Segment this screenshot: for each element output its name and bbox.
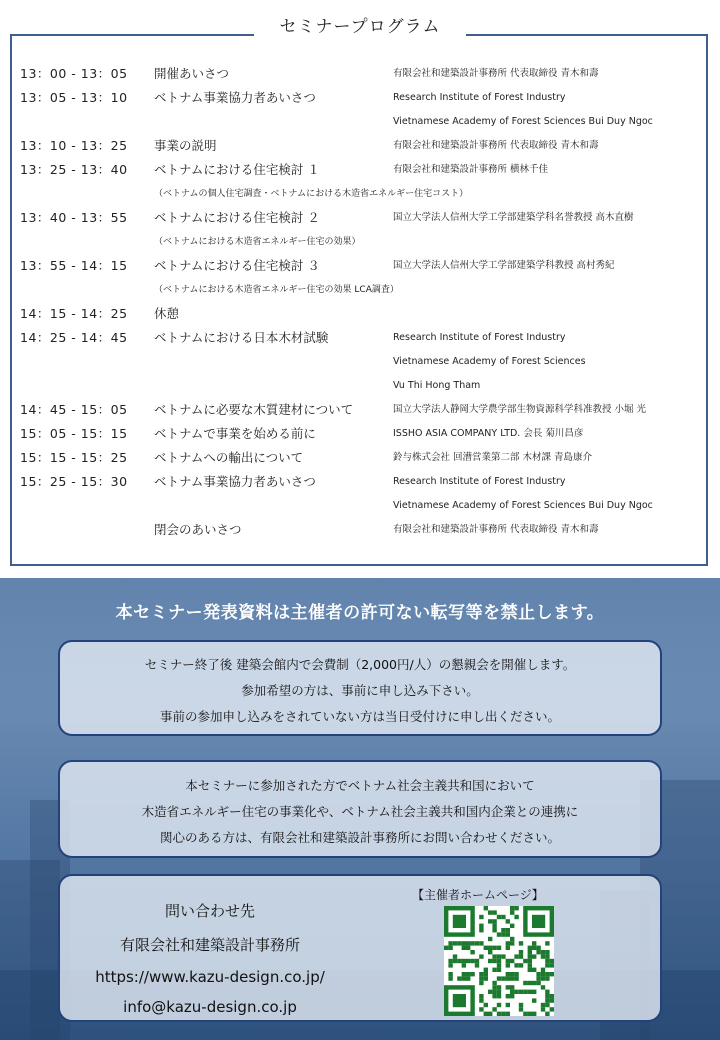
program-speaker: 有限会社和建築設計事務所 代表取締役 青木和壽: [393, 68, 599, 79]
program-time: 13：05 - 13：10: [20, 90, 128, 105]
program-speaker: 有限会社和建築設計事務所 代表取締役 青木和壽: [393, 524, 599, 535]
program-time: 13：00 - 13：05: [20, 66, 128, 81]
program-row: [20, 398, 720, 422]
program-time: 14：15 - 14：25: [20, 306, 128, 321]
info-section: [0, 578, 720, 1040]
program-topic: 閉会のあいさつ: [154, 522, 242, 537]
program-topic: ベトナムで事業を始める前に: [154, 426, 316, 441]
homepage-label: 【主催者ホームページ】: [412, 888, 544, 902]
program-row: [20, 422, 720, 446]
copy-prohibition-notice: 本セミナー発表資料は主催者の許可ない転写等を禁止します。: [115, 603, 605, 623]
program-time: 13：10 - 13：25: [20, 138, 128, 153]
program-row: [20, 86, 720, 110]
program-title: セミナープログラム: [254, 17, 467, 37]
reception-line: 事前の参加申し込みをされていない方は当日受付けに申し出ください。: [159, 709, 560, 724]
program-time: 13：25 - 13：40: [20, 162, 128, 177]
reception-panel: [58, 640, 662, 736]
program-time: 15：05 - 15：15: [20, 426, 128, 441]
program-topic: 休憩: [154, 306, 180, 321]
program-topic: ベトナムにおける日本木材試験: [154, 330, 329, 345]
program-topic: ベトナム事業協力者あいさつ: [154, 90, 316, 105]
program-row: [20, 494, 720, 518]
program-topic: ベトナム事業協力者あいさつ: [154, 474, 316, 489]
contact-heading: 問い合わせ先: [164, 902, 255, 920]
inquiry-line: 関心のある方は、有限会社和建築設計事務所にお問い合わせください。: [159, 830, 560, 845]
program-speaker: 国立大学法人静岡大学農学部生物資源科学科准教授 小堀 光: [393, 404, 647, 415]
program-row: [20, 326, 720, 350]
program-topic: ベトナムにおける住宅検討 １: [154, 162, 320, 177]
inquiry-line: 本セミナーに参加された方でベトナム社会主義共和国において: [185, 778, 535, 793]
program-time: 13：40 - 13：55: [20, 210, 128, 225]
program-speaker: Research Institute of Forest Industry: [393, 332, 566, 343]
program-topic: 開催あいさつ: [154, 66, 230, 81]
program-topic: ベトナムにおける住宅検討 ２: [154, 210, 320, 225]
program-topic: ベトナムにおける住宅検討 ３: [154, 258, 320, 273]
program-note-row: [20, 278, 720, 302]
program-row: [20, 158, 720, 182]
program-time: 14：45 - 15：05: [20, 402, 128, 417]
program-speaker: Vietnamese Academy of Forest Sciences Bui Duy Ngoc: [393, 500, 653, 511]
program-note-row: [20, 230, 720, 254]
program-row: [20, 134, 720, 158]
program-row: [20, 374, 720, 398]
program-speaker: Vu Thi Hong Tham: [393, 380, 481, 391]
program-speaker: 有限会社和建築設計事務所 横林千佳: [393, 164, 549, 175]
program-time: 15：25 - 15：30: [20, 474, 128, 489]
program-speaker: 有限会社和建築設計事務所 代表取締役 青木和壽: [393, 140, 599, 151]
reception-line: セミナー終了後 建築会館内で会費制（2,000円/人）の懇親会を開催します。: [144, 657, 576, 672]
program-speaker: 鈴与株式会社 回漕営業第二部 木材課 青島康介: [393, 452, 593, 463]
program-row: [20, 350, 720, 374]
program-topic-note: （ベトナムの個人住宅調査・ベトナムにおける木造省エネルギー住宅コスト）: [154, 189, 469, 199]
contact-email-link[interactable]: info@kazu-design.co.jp: [123, 998, 297, 1016]
program-row: [20, 206, 720, 230]
program-topic: 事業の説明: [154, 138, 217, 153]
program-time: 14：25 - 14：45: [20, 330, 128, 345]
qr-code-icon[interactable]: [444, 906, 554, 1016]
program-speaker: 国立大学法人信州大学工学部建築学科名誉教授 高木直樹: [393, 212, 634, 223]
contact-panel: [58, 874, 662, 1022]
program-row: [20, 302, 720, 326]
inquiry-panel: [58, 760, 662, 858]
program-speaker: Research Institute of Forest Industry: [393, 92, 566, 103]
program-note-row: [20, 182, 720, 206]
contact-company: 有限会社和建築設計事務所: [119, 936, 300, 954]
contact-url-link[interactable]: https://www.kazu-design.co.jp/: [95, 968, 325, 986]
program-topic-note: （ベトナムにおける木造省エネルギー住宅の効果 LCA調査）: [154, 285, 399, 295]
inquiry-line: 木造省エネルギー住宅の事業化や、ベトナム社会主義共和国内企業との連携に: [141, 804, 579, 819]
program-speaker: Research Institute of Forest Industry: [393, 476, 566, 487]
program-speaker: Vietnamese Academy of Forest Sciences Bui Duy Ngoc: [393, 116, 653, 127]
program-speaker: 国立大学法人信州大学工学部建築学科教授 高村秀紀: [393, 260, 615, 271]
program-title-wrap: [0, 17, 720, 45]
program-topic-note: （ベトナムにおける木造省エネルギー住宅の効果）: [154, 237, 361, 247]
reception-line: 参加希望の方は、事前に申し込み下さい。: [241, 683, 479, 698]
program-speaker: Vietnamese Academy of Forest Sciences: [393, 356, 586, 367]
program-time: 13：55 - 14：15: [20, 258, 128, 273]
program-time: 15：15 - 15：25: [20, 450, 128, 465]
program-row: [20, 110, 720, 134]
program-row: [20, 446, 720, 470]
program-topic: ベトナムに必要な木質建材について: [154, 402, 354, 417]
program-row: [20, 254, 720, 278]
program-row: [20, 518, 720, 542]
program-topic: ベトナムへの輸出について: [154, 450, 304, 465]
program-speaker: ISSHO ASIA COMPANY LTD. 会長 菊川昌彦: [393, 428, 584, 439]
program-row: [20, 470, 720, 494]
program-row: [20, 62, 720, 86]
